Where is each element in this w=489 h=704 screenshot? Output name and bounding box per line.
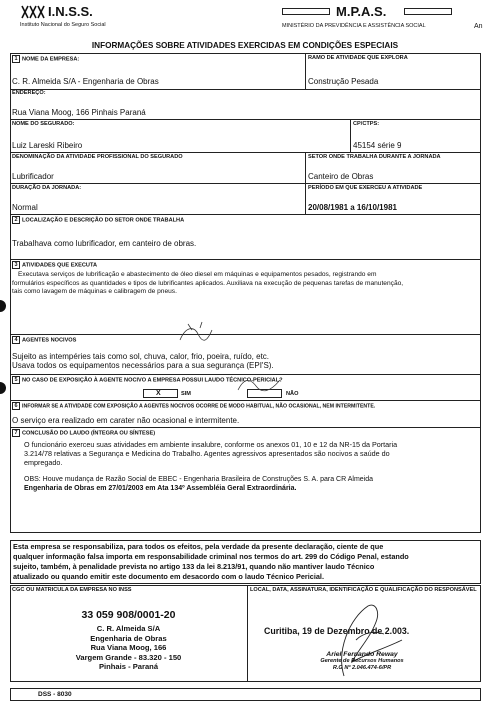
mpas-left-bar [282,8,330,15]
nao-scribble-icon [236,376,282,394]
mpas-logo [282,4,472,30]
signer-title: Gerente de Recursos Humanos [320,658,404,665]
signer-rg: R.G Nº 2.046.474-6/PR [332,665,392,672]
local-value: Curitiba, 19 de Dezembro de 2.003. [264,626,410,636]
declaration-line-1: Esta empresa se responsabiliza, para todos os efeitos, pela verdade da presente declaração, ciente de que [13,542,384,551]
local-label: LOCAL, DATA, ASSINATURA, IDENTIFICAÇÃO E QUALIFICAÇÃO DO RESPONSÁVEL [250,587,477,593]
stamp-line-3: Rua Viana Moog, 166 [90,643,167,652]
empresa-label: 1 NOME DA EMPRESA: [12,55,79,63]
section-2-label: 2 LOCALIZAÇÃO E DESCRIÇÃO DO SETOR ONDE TRABALHA [12,216,184,224]
stamp-line-5: Pinhais - Paraná [98,662,159,671]
section-3-line-1: Executava serviços de lubrificação e abastecimento de óleo diesel em máquinas e equipamentos pesados, registrando em [18,271,377,278]
duracao-value: Normal [12,203,38,212]
section-7-line-1: O funcionário exerceu suas atividades em ambiente insalubre, conforme os anexos 01, 10 e 12 da NR-15 da Portaria [24,440,398,449]
obs-line-1: OBS: Houve mudança de Razão Social de EBEC - Engenharia Brasileira de Construções S. A. para CR Almeida [24,476,374,483]
stamp-line-1: C. R. Almeida S/A [96,624,161,633]
company-stamp [12,624,245,672]
section-3-line-2: formulários específicos as quantidades e tipos de lubrificantes aplicados. Auxiliava na execução de pequenas tarefas de manutenção, [12,279,404,287]
section-7-obs [24,475,373,493]
signer-block [312,651,412,673]
section-3-line-3: tais como lavagem de máquinas e calibragem de pneus. [12,288,177,295]
setor-value: Canteiro de Obras [308,172,374,181]
inss-logo [16,4,166,30]
inss-subtitle: Instituto Nacional do Seguro Social [20,22,106,28]
section-7-text [24,440,397,467]
section-5-number: 5 [12,376,20,384]
declaration-line-4: atualizado ou quando emitir este documento em desacordo com o laudo Técnico Pericial. [13,572,324,581]
empresa-value: C. R. Almeida S/A - Engenharia de Obras [12,77,159,86]
section-6-value: O serviço era realizado em carater não ocasional e intermitente. [12,416,240,425]
endereco-label: ENDEREÇO: [12,90,46,96]
binding-hole-top [0,300,6,312]
mpas-subtitle: MINISTÉRIO DA PREVIDÊNCIA E ASSISTÊNCIA SOCIAL [282,23,426,29]
section-4-label: 4 AGENTES NOCIVOS [12,336,76,344]
section-5-label: 5 NO CASO DE EXPOSIÇÃO À AGENTE NOCIVO A EMPRESA POSSUI LAUDO TÉCNICO-PERICIAL? [12,376,283,384]
section-4-line-2: Usava todos os equipamentos necessários para a sua segurança (EPI'S). [12,361,274,370]
section-3-text [12,271,479,297]
form-code: DSS - 8030 [38,691,72,698]
inss-emblem-icon [20,4,46,20]
section-3-number: 3 [12,261,20,269]
declaration-line-3: sujeito, também, à penalidade prevista no artigo 133 da lei 8.213/91, quando não mantiver laudo Técnico [13,562,375,571]
inss-logo-text: I.N.S.S. [48,4,93,19]
obs-line-2: Engenharia de Obras em 27/01/2003 em Ata 134º Assembléia Geral Extraordinária. [24,485,297,492]
section-3-label: 3 ATIVIDADES QUE EXECUTA [12,261,97,269]
section-4-line-1: Sujeito as intempéries tais como sol, chuva, calor, frio, poeira, ruído, etc. [12,352,270,361]
mpas-right-bar [404,8,452,15]
cgc-value: 33 059 908/0001-20 [81,609,176,621]
section-7-line-2: 3.214/78 relativas a Segurança e Medicina do Trabalho. Agentes agressivos apresentados são nocivos a saúde do [24,449,390,458]
section-4-number: 4 [12,336,20,344]
ctps-label: CP/CTPS: [353,121,380,127]
cgc-label: CGC OU MATRICULA DA EMPRESA NO INSS [12,587,132,593]
section-7-label: 7 CONCLUSÃO DO LAUDO (ÍNTEGRA OU SÍNTESE) [12,429,155,437]
denominacao-label: DENOMINAÇÃO DA ATIVIDADE PROFISSIONAL DO SEGURADO [12,154,183,160]
signer-name: Ariel Fernando Reway [326,651,398,658]
corner-text: An [474,23,483,30]
sim-mark: X [156,390,161,397]
ctps-value: 45154 série 9 [353,141,402,150]
nao-label: NÃO [286,391,299,397]
periodo-label: PERÍODO EM QUE EXERCEU A ATIVIDADE [308,185,423,191]
segurado-label: NOME DO SEGURADO: [12,121,75,127]
periodo-value: 20/08/1981 a 16/10/1981 [308,203,397,212]
mpas-logo-text: M.P.A.S. [336,4,387,19]
section-2-value: Trabalhava como lubrificador, em canteiro de obras. [12,239,197,248]
stamp-line-2: Engenharia de Obras [90,633,167,643]
section-1-number: 1 [12,55,20,63]
ramo-value: Construção Pesada [308,77,379,86]
declaration-line-2: qualquer informação falsa importa em responsabilidade criminal nos termos do art. 299 do Código Penal, estando [13,552,409,561]
section-6-label: 6 INFORMAR SE A ATIVIDADE COM EXPOSIÇÃO A AGENTES NOCIVOS OCORRE DE MODO HABITUAL, NÃO OCASIONAL, NEM INTERMITENTE. [12,402,375,410]
scribble-mark-icon [176,320,216,348]
declaration-text [13,542,409,582]
section-6-number: 6 [12,402,20,410]
binding-hole-bottom [0,382,6,394]
section-7-line-3: empregado. [24,458,63,467]
section-2-number: 2 [12,216,20,224]
endereco-value: Rua Viana Moog, 166 Pinhais Paraná [12,108,146,117]
duracao-label: DURAÇÃO DA JORNADA: [12,185,82,191]
form-code-box [10,688,481,701]
section-7-number: 7 [12,429,20,437]
denominacao-value: Lubrificador [12,172,54,181]
segurado-value: Luiz Lareski Ribeiro [12,141,83,150]
stamp-line-4: Vargem Grande - 83.320 - 150 [75,652,182,662]
form-title: INFORMAÇÕES SOBRE ATIVIDADES EXERCIDAS EM CONDIÇÕES ESPECIAIS [91,41,399,50]
ramo-label: RAMO DE ATIVIDADE QUE EXPLORA [308,55,408,61]
setor-label: SETOR ONDE TRABALHA DURANTE A JORNADA [308,154,441,160]
sim-label: SIM [181,391,191,397]
